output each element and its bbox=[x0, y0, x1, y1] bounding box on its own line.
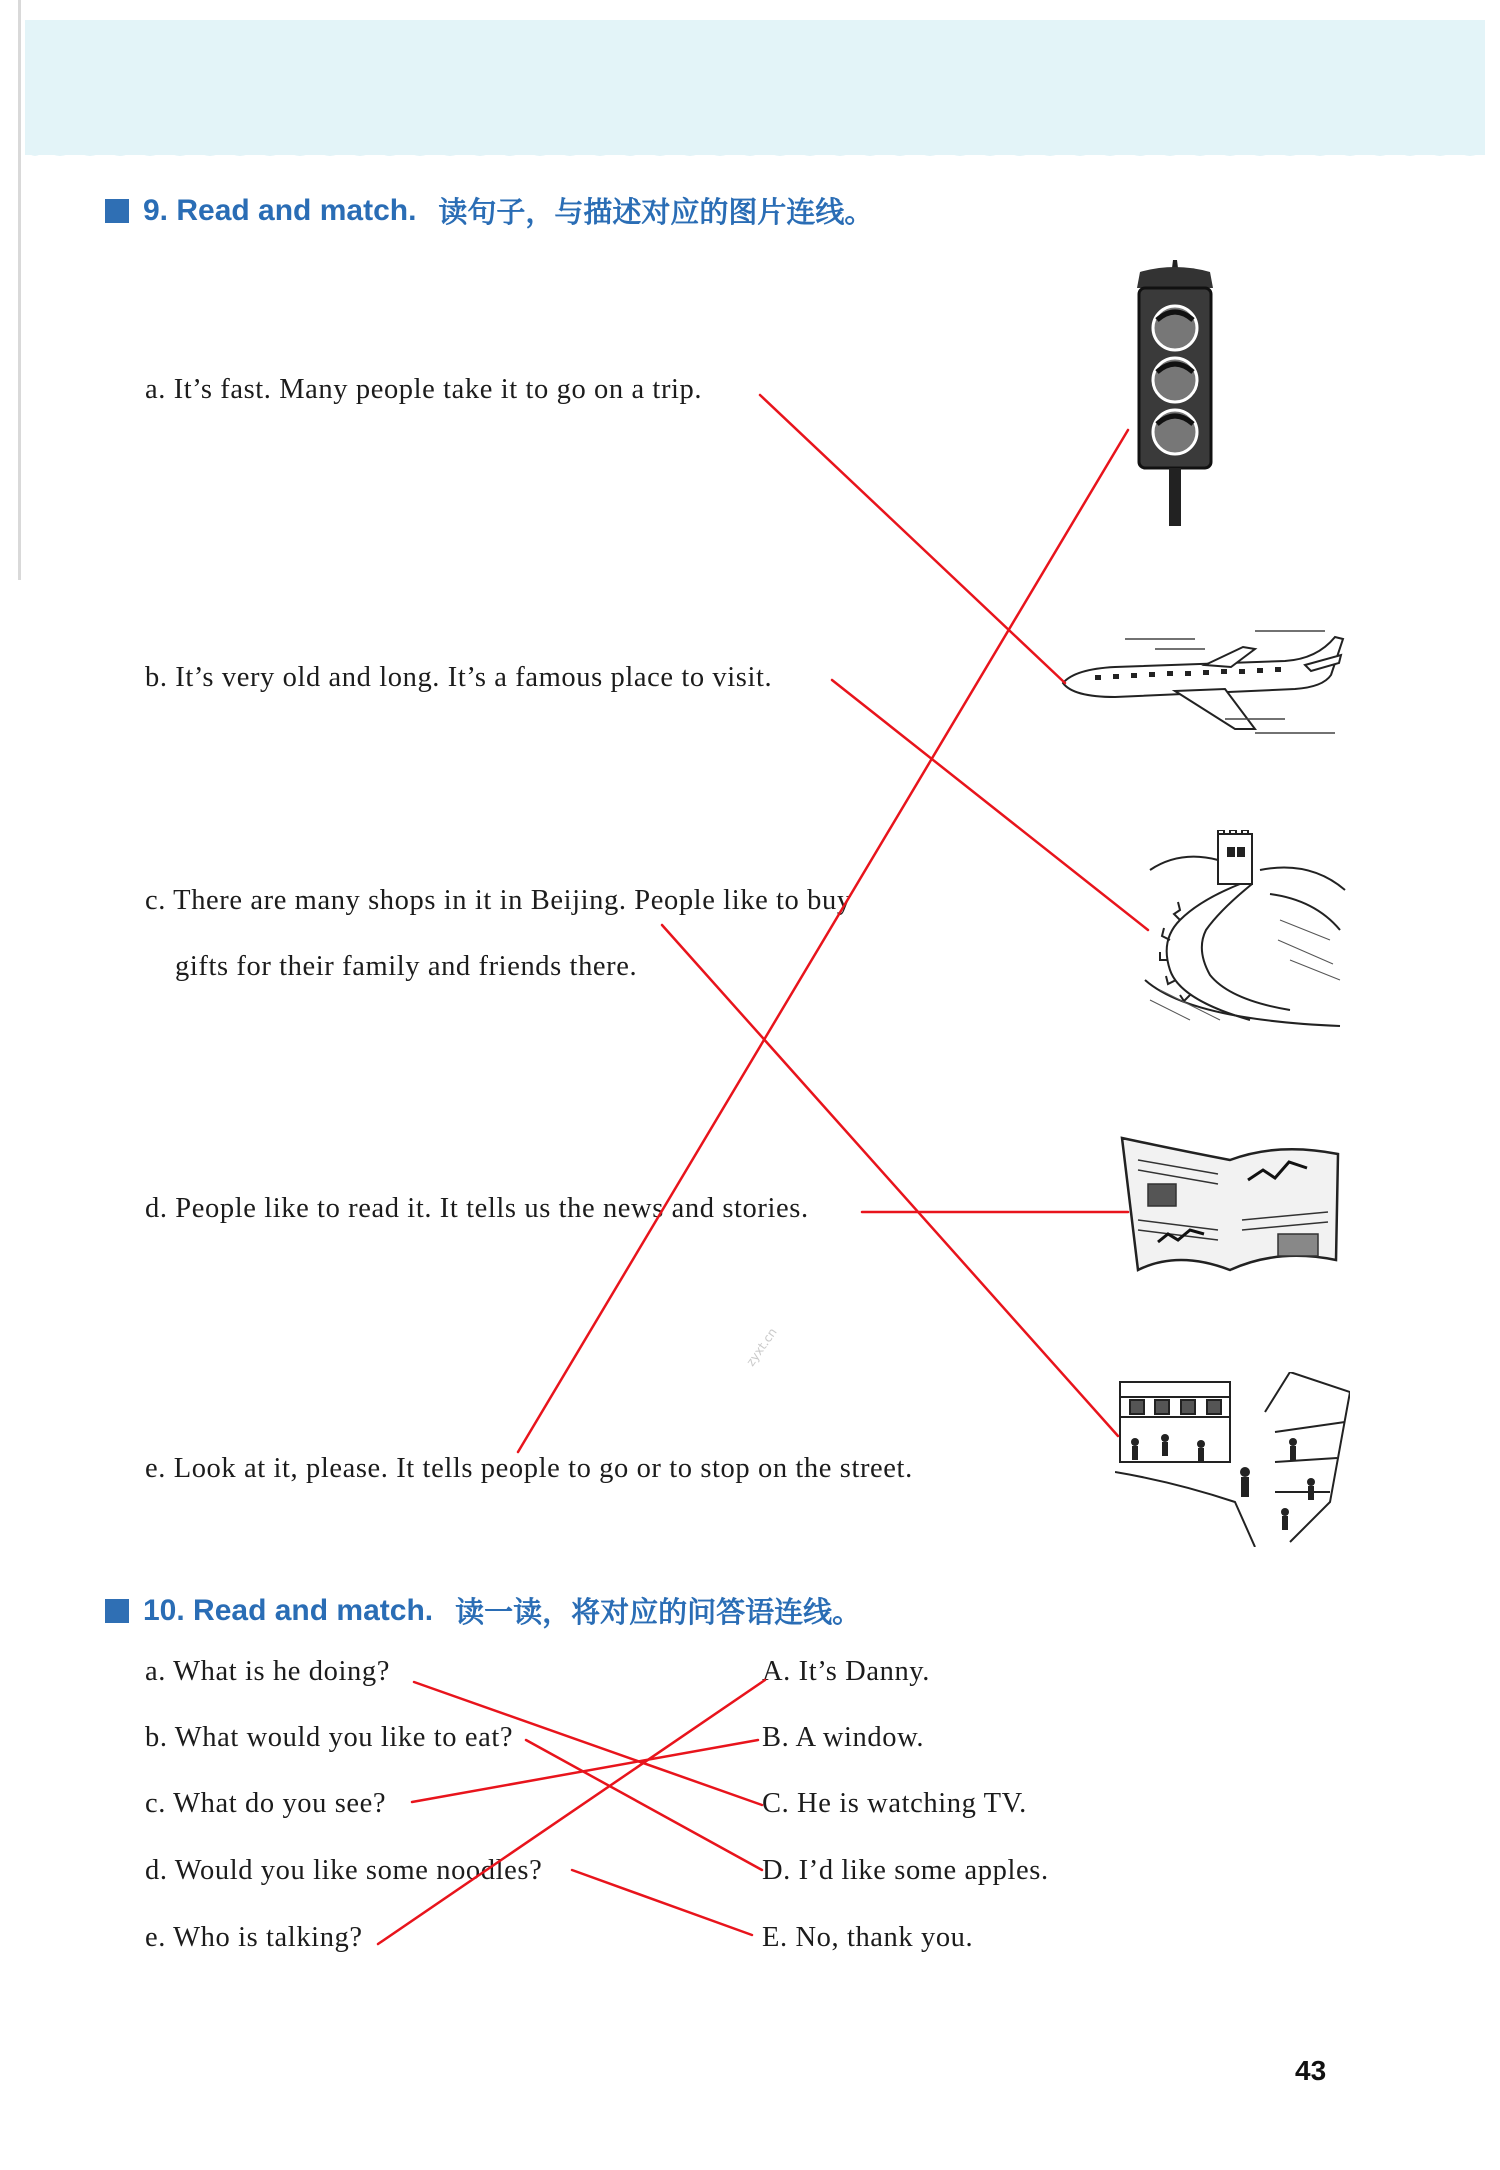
answer-A: A. It’s Danny. bbox=[762, 1656, 931, 1687]
answer-D: D. I’d like some apples. bbox=[762, 1855, 1049, 1886]
section-10-title: 10. Read and match. bbox=[143, 1593, 434, 1627]
answer-C: C. He is watching TV. bbox=[762, 1788, 1027, 1819]
question-b: b. What would you like to eat? bbox=[145, 1722, 514, 1753]
section-10-instruction: 读一读，将对应的问答语连线。 bbox=[455, 1595, 862, 1629]
match-line-a-airplane bbox=[760, 395, 1065, 683]
section-9-instruction: 读句子，与描述对应的图片连线。 bbox=[438, 195, 874, 229]
match-line-e-A bbox=[378, 1680, 765, 1944]
question-c: c. What do you see? bbox=[145, 1788, 387, 1819]
sentence-c: c. There are many shops in it in Beijing. People like to buy bbox=[145, 885, 852, 916]
match-line-a-C bbox=[414, 1682, 762, 1805]
match-line-c-B bbox=[412, 1740, 758, 1802]
sentence-d: d. People like to read it. It tells us the news and stories. bbox=[145, 1193, 809, 1224]
answer-B: B. A window. bbox=[762, 1722, 925, 1753]
question-d: d. Would you like some noodles? bbox=[145, 1855, 543, 1886]
match-line-c-shopping-street bbox=[662, 925, 1118, 1436]
sentence-c-line2: gifts for their family and friends there. bbox=[175, 951, 638, 982]
sentence-e: e. Look at it, please. It tells people to go or to stop on the street. bbox=[145, 1453, 913, 1484]
sentence-b: b. It’s very old and long. It’s a famous place to visit. bbox=[145, 662, 773, 693]
match-line-e-traffic-light bbox=[518, 430, 1128, 1452]
sentence-a: a. It’s fast. Many people take it to go on a trip. bbox=[145, 374, 703, 405]
match-line-d-E bbox=[572, 1870, 752, 1935]
answer-E: E. No, thank you. bbox=[762, 1922, 974, 1953]
question-e: e. Who is talking? bbox=[145, 1922, 363, 1953]
watermark: zyxt.cn bbox=[743, 1325, 780, 1369]
match-line-b-great-wall bbox=[832, 680, 1148, 930]
page-number: 43 bbox=[1295, 2055, 1327, 2086]
question-a: a. What is he doing? bbox=[145, 1656, 390, 1687]
section-9-title: 9. Read and match. bbox=[143, 193, 417, 227]
